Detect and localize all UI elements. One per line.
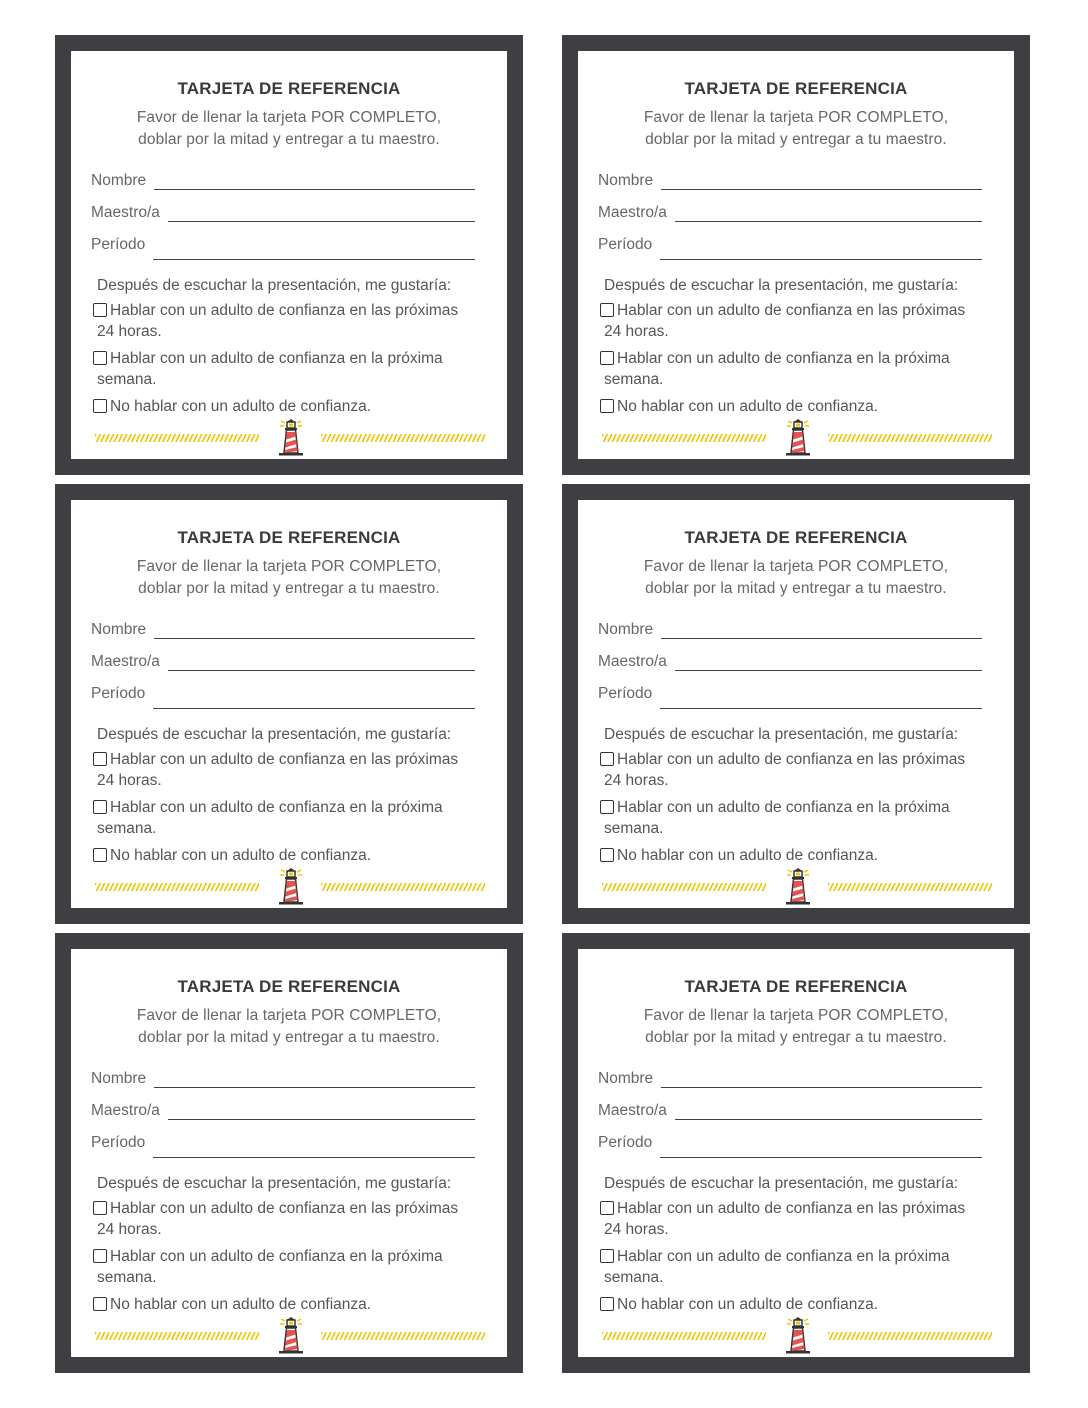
option-label: Hablar con un adulto de confianza en la próxima	[617, 1248, 950, 1265]
card-title: TARJETA DE REFERENCIA	[684, 79, 908, 98]
teacher-label: Maestro/a	[598, 653, 667, 670]
card-body	[578, 949, 1014, 1357]
referral-card	[55, 933, 523, 1373]
question-text: Después de escuchar la presentación, me gustaría:	[604, 277, 959, 294]
name-field[interactable]	[91, 168, 475, 190]
stripe-divider-left	[95, 883, 259, 891]
period-input-line[interactable]	[153, 258, 475, 260]
teacher-field[interactable]	[91, 200, 475, 222]
card-title: TARJETA DE REFERENCIA	[177, 977, 401, 996]
lighthouse-icon	[273, 867, 309, 907]
instructions-line-1: Favor de llenar la tarjeta POR COMPLETO,	[643, 1007, 949, 1024]
lighthouse-icon	[273, 418, 309, 458]
period-field[interactable]	[598, 681, 982, 703]
period-label: Período	[91, 1134, 146, 1151]
checkbox[interactable]	[93, 800, 107, 814]
instructions-line-1: Favor de llenar la tarjeta POR COMPLETO,	[136, 109, 442, 126]
card-body	[71, 51, 507, 459]
option-label: Hablar con un adulto de confianza en las próximas	[617, 1200, 966, 1217]
name-field[interactable]	[598, 617, 982, 639]
option-label: No hablar con un adulto de confianza.	[617, 847, 879, 864]
name-label: Nombre	[598, 621, 654, 638]
card-title: TARJETA DE REFERENCIA	[684, 977, 908, 996]
checkbox[interactable]	[93, 399, 107, 413]
checkbox[interactable]	[600, 1297, 614, 1311]
teacher-label: Maestro/a	[91, 1102, 160, 1119]
period-input-line[interactable]	[153, 1156, 475, 1158]
option-label: Hablar con un adulto de confianza en las próximas	[617, 751, 966, 768]
teacher-input-line[interactable]	[675, 669, 982, 671]
checkbox[interactable]	[600, 399, 614, 413]
option-no-talk[interactable]	[600, 844, 994, 868]
option-label: Hablar con un adulto de confianza en las próximas	[110, 751, 459, 768]
instructions-line-2: doblar por la mitad y entregar a tu maestro.	[138, 1029, 440, 1046]
option-no-talk[interactable]	[93, 395, 487, 419]
option-continuation: 24 horas.	[604, 772, 669, 789]
card-body	[578, 500, 1014, 908]
name-input-line[interactable]	[154, 188, 475, 190]
option-label: Hablar con un adulto de confianza en las próximas	[617, 302, 966, 319]
period-field[interactable]	[91, 681, 475, 703]
period-input-line[interactable]	[660, 1156, 982, 1158]
period-label: Período	[598, 1134, 653, 1151]
option-continuation: semana.	[97, 820, 157, 837]
teacher-label: Maestro/a	[598, 204, 667, 221]
checkbox[interactable]	[600, 1249, 614, 1263]
option-next-week[interactable]	[93, 1245, 487, 1269]
checkbox[interactable]	[600, 800, 614, 814]
checkbox[interactable]	[93, 752, 107, 766]
referral-card	[562, 933, 1030, 1373]
option-label: Hablar con un adulto de confianza en la próxima	[617, 799, 950, 816]
stripe-divider-right	[828, 434, 992, 442]
name-label: Nombre	[91, 1070, 147, 1087]
option-continuation: semana.	[604, 371, 664, 388]
stripe-divider-left	[602, 434, 766, 442]
stripe-divider-right	[321, 434, 485, 442]
option-24-hours[interactable]	[93, 748, 487, 772]
name-input-line[interactable]	[661, 637, 982, 639]
card-body	[71, 949, 507, 1357]
option-next-week[interactable]	[93, 347, 487, 371]
option-no-talk[interactable]	[600, 1293, 994, 1317]
stripe-divider-left	[602, 883, 766, 891]
period-field[interactable]	[598, 1130, 982, 1152]
option-label: No hablar con un adulto de confianza.	[110, 847, 372, 864]
teacher-field[interactable]	[598, 200, 982, 222]
teacher-field[interactable]	[598, 1098, 982, 1120]
period-label: Período	[91, 685, 146, 702]
option-24-hours[interactable]	[93, 299, 487, 323]
question-text: Después de escuchar la presentación, me gustaría:	[97, 277, 452, 294]
lighthouse-icon	[780, 1316, 816, 1356]
stripe-divider-right	[828, 1332, 992, 1340]
option-continuation: semana.	[97, 371, 157, 388]
instructions-line-2: doblar por la mitad y entregar a tu maestro.	[138, 580, 440, 597]
option-next-week[interactable]	[600, 796, 994, 820]
checkbox[interactable]	[93, 303, 107, 317]
checkbox[interactable]	[600, 848, 614, 862]
option-label: No hablar con un adulto de confianza.	[110, 398, 372, 415]
option-continuation: 24 horas.	[604, 323, 669, 340]
option-continuation: semana.	[604, 1269, 664, 1286]
checkbox[interactable]	[93, 1297, 107, 1311]
question-text: Después de escuchar la presentación, me gustaría:	[604, 1175, 959, 1192]
checkbox[interactable]	[93, 351, 107, 365]
checkbox[interactable]	[600, 351, 614, 365]
question-text: Después de escuchar la presentación, me gustaría:	[97, 1175, 452, 1192]
checkbox[interactable]	[600, 303, 614, 317]
checkbox[interactable]	[93, 1249, 107, 1263]
option-24-hours[interactable]	[600, 299, 994, 323]
option-label: No hablar con un adulto de confianza.	[617, 1296, 879, 1313]
lighthouse-icon	[273, 1316, 309, 1356]
referral-card	[55, 35, 523, 475]
checkbox[interactable]	[93, 1201, 107, 1215]
period-field[interactable]	[91, 1130, 475, 1152]
question-text: Después de escuchar la presentación, me gustaría:	[97, 726, 452, 743]
period-input-line[interactable]	[660, 707, 982, 709]
card-body	[578, 51, 1014, 459]
name-field[interactable]	[91, 617, 475, 639]
option-next-week[interactable]	[93, 796, 487, 820]
option-next-week[interactable]	[600, 347, 994, 371]
option-label: Hablar con un adulto de confianza en la próxima	[110, 799, 443, 816]
period-input-line[interactable]	[153, 707, 475, 709]
option-continuation: 24 horas.	[97, 772, 162, 789]
teacher-field[interactable]	[598, 649, 982, 671]
teacher-input-line[interactable]	[168, 669, 475, 671]
name-label: Nombre	[91, 621, 147, 638]
name-label: Nombre	[598, 172, 654, 189]
stripe-divider-right	[321, 883, 485, 891]
option-label: No hablar con un adulto de confianza.	[110, 1296, 372, 1313]
name-input-line[interactable]	[154, 637, 475, 639]
instructions-line-2: doblar por la mitad y entregar a tu maestro.	[645, 131, 947, 148]
option-no-talk[interactable]	[600, 395, 994, 419]
name-field[interactable]	[598, 1066, 982, 1088]
instructions-line-2: doblar por la mitad y entregar a tu maestro.	[645, 1029, 947, 1046]
option-label: Hablar con un adulto de confianza en la próxima	[617, 350, 950, 367]
stripe-divider-left	[602, 1332, 766, 1340]
option-label: Hablar con un adulto de confianza en las próximas	[110, 1200, 459, 1217]
option-continuation: 24 horas.	[97, 1221, 162, 1238]
option-next-week[interactable]	[600, 1245, 994, 1269]
option-no-talk[interactable]	[93, 844, 487, 868]
referral-card	[562, 484, 1030, 924]
option-no-talk[interactable]	[93, 1293, 487, 1317]
option-continuation: 24 horas.	[97, 323, 162, 340]
period-label: Período	[598, 236, 653, 253]
option-24-hours[interactable]	[600, 748, 994, 772]
name-label: Nombre	[91, 172, 147, 189]
teacher-label: Maestro/a	[598, 1102, 667, 1119]
name-input-line[interactable]	[661, 188, 982, 190]
name-input-line[interactable]	[661, 1086, 982, 1088]
teacher-label: Maestro/a	[91, 653, 160, 670]
period-field[interactable]	[598, 232, 982, 254]
instructions-line-1: Favor de llenar la tarjeta POR COMPLETO,	[136, 1007, 442, 1024]
option-24-hours[interactable]	[93, 1197, 487, 1221]
card-title: TARJETA DE REFERENCIA	[177, 528, 401, 547]
option-label: Hablar con un adulto de confianza en la próxima	[110, 1248, 443, 1265]
teacher-input-line[interactable]	[675, 220, 982, 222]
teacher-field[interactable]	[91, 1098, 475, 1120]
name-field[interactable]	[598, 168, 982, 190]
period-label: Período	[598, 685, 653, 702]
teacher-input-line[interactable]	[675, 1118, 982, 1120]
name-field[interactable]	[91, 1066, 475, 1088]
stripe-divider-left	[95, 1332, 259, 1340]
checkbox[interactable]	[93, 848, 107, 862]
card-title: TARJETA DE REFERENCIA	[177, 79, 401, 98]
instructions-line-2: doblar por la mitad y entregar a tu maestro.	[138, 131, 440, 148]
teacher-input-line[interactable]	[168, 220, 475, 222]
option-continuation: semana.	[97, 1269, 157, 1286]
card-title: TARJETA DE REFERENCIA	[684, 528, 908, 547]
teacher-field[interactable]	[91, 649, 475, 671]
option-label: Hablar con un adulto de confianza en las próximas	[110, 302, 459, 319]
stripe-divider-left	[95, 434, 259, 442]
period-label: Período	[91, 236, 146, 253]
name-label: Nombre	[598, 1070, 654, 1087]
checkbox[interactable]	[600, 1201, 614, 1215]
stripe-divider-right	[828, 883, 992, 891]
checkbox[interactable]	[600, 752, 614, 766]
instructions-line-1: Favor de llenar la tarjeta POR COMPLETO,	[136, 558, 442, 575]
option-label: Hablar con un adulto de confianza en la próxima	[110, 350, 443, 367]
name-input-line[interactable]	[154, 1086, 475, 1088]
teacher-input-line[interactable]	[168, 1118, 475, 1120]
period-input-line[interactable]	[660, 258, 982, 260]
option-24-hours[interactable]	[600, 1197, 994, 1221]
stripe-divider-right	[321, 1332, 485, 1340]
lighthouse-icon	[780, 867, 816, 907]
option-continuation: 24 horas.	[604, 1221, 669, 1238]
card-body	[71, 500, 507, 908]
question-text: Después de escuchar la presentación, me gustaría:	[604, 726, 959, 743]
option-continuation: semana.	[604, 820, 664, 837]
teacher-label: Maestro/a	[91, 204, 160, 221]
lighthouse-icon	[780, 418, 816, 458]
instructions-line-1: Favor de llenar la tarjeta POR COMPLETO,	[643, 558, 949, 575]
option-label: No hablar con un adulto de confianza.	[617, 398, 879, 415]
referral-card	[562, 35, 1030, 475]
instructions-line-1: Favor de llenar la tarjeta POR COMPLETO,	[643, 109, 949, 126]
referral-card	[55, 484, 523, 924]
period-field[interactable]	[91, 232, 475, 254]
instructions-line-2: doblar por la mitad y entregar a tu maestro.	[645, 580, 947, 597]
